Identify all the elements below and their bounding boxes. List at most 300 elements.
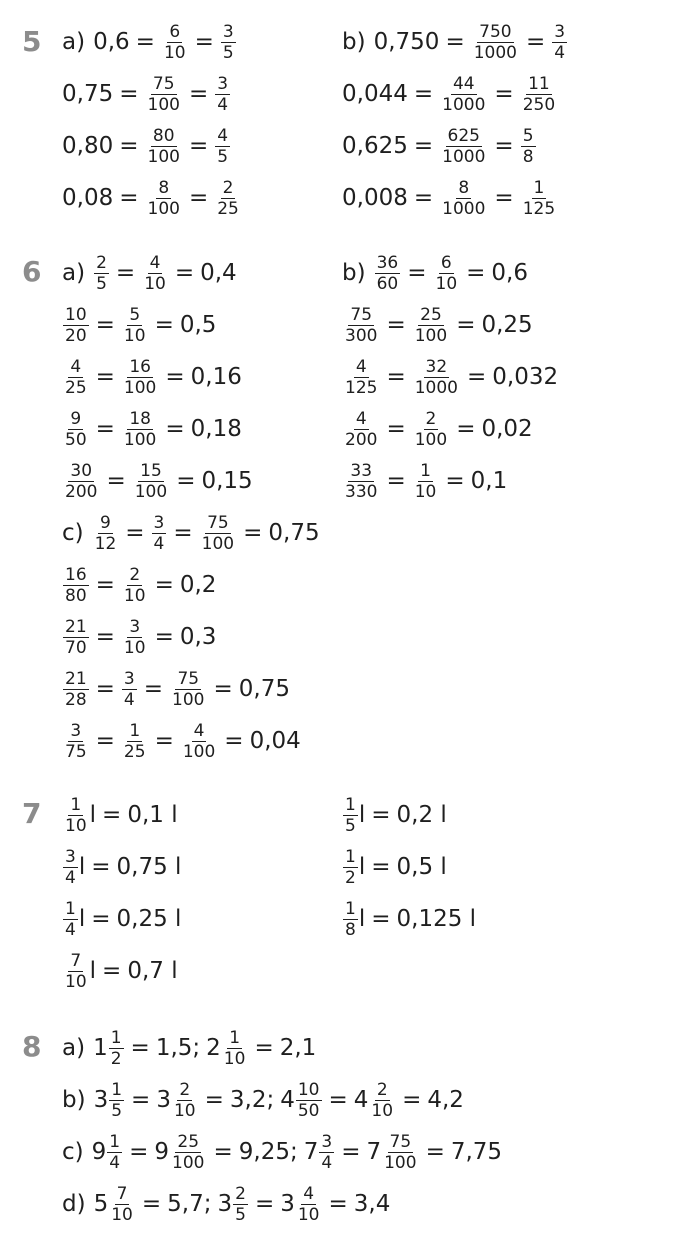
denominator: 80 — [65, 585, 87, 606]
equals-sign: = — [328, 1087, 348, 1113]
equals-sign: = — [154, 312, 174, 338]
denominator: 20 — [65, 325, 87, 346]
equals-sign: = — [371, 906, 391, 932]
equals-sign: = — [95, 416, 115, 442]
equals-sign: = — [386, 416, 406, 442]
fraction — [122, 306, 148, 345]
equals-sign: = — [95, 572, 115, 598]
fraction — [413, 410, 449, 449]
denominator: 8 — [345, 919, 356, 940]
equals-sign: = — [254, 1035, 274, 1061]
part-label: b) — [342, 29, 366, 55]
fraction — [94, 254, 109, 293]
denominator: 2 — [110, 1048, 122, 1069]
denominator: 4 — [217, 94, 229, 115]
fraction — [63, 900, 78, 939]
fraction — [552, 23, 567, 62]
equals-sign: = — [95, 676, 115, 702]
numerator: 1 — [109, 1131, 121, 1152]
denominator: 100 — [414, 325, 448, 346]
fraction — [215, 179, 241, 218]
equation-line — [342, 899, 476, 939]
equals-sign: = — [95, 364, 115, 390]
denominator: 100 — [147, 146, 180, 167]
equals-sign: = — [102, 802, 122, 828]
equals-sign: = — [141, 1191, 162, 1217]
numerator: 5 — [522, 125, 534, 146]
fraction — [107, 1133, 122, 1172]
equals-sign: = — [213, 676, 233, 702]
fraction — [170, 670, 206, 709]
denominator: 75 — [65, 741, 87, 762]
fraction — [440, 127, 487, 166]
numerator: 36 — [376, 252, 399, 273]
fraction — [521, 179, 557, 218]
fraction — [233, 1185, 248, 1224]
fraction — [109, 1185, 135, 1224]
equals-sign: = — [130, 1035, 150, 1061]
denominator: 100 — [172, 1152, 205, 1173]
fraction — [63, 566, 89, 605]
denominator: 5 — [345, 815, 356, 836]
value-text: 0,18 — [190, 416, 242, 442]
numerator: 6 — [169, 21, 181, 42]
equals-sign: = — [143, 676, 164, 702]
value-text: 3 — [217, 1191, 233, 1217]
denominator: 10 — [223, 1048, 246, 1069]
value-text: 3,2; — [229, 1087, 275, 1113]
value-text: 0,75 — [62, 81, 114, 107]
numerator: 25 — [420, 304, 442, 325]
equals-sign: = — [95, 728, 115, 754]
fraction — [146, 179, 182, 218]
equals-sign: = — [173, 520, 193, 546]
fraction — [434, 254, 460, 293]
fraction — [215, 127, 230, 166]
denominator: 10 — [144, 273, 166, 294]
fraction — [93, 514, 119, 553]
value-text: 0,2 l — [396, 802, 447, 828]
numerator: 10 — [297, 1079, 320, 1100]
value-text: 2,1 — [279, 1035, 317, 1061]
equation-line — [342, 795, 447, 835]
value-text: 9 — [154, 1139, 170, 1165]
equals-sign: = — [174, 260, 195, 286]
numerator: 2 — [129, 564, 141, 585]
equals-sign: = — [188, 185, 209, 211]
equation-line — [62, 1132, 502, 1172]
fraction — [122, 410, 158, 449]
denominator: 1000 — [442, 146, 486, 167]
fraction — [146, 75, 182, 114]
value-text: 3,4 — [353, 1191, 391, 1217]
denominator: 25 — [123, 741, 146, 762]
equals-sign: = — [95, 624, 115, 650]
equals-sign: = — [386, 364, 406, 390]
denominator: 100 — [384, 1152, 417, 1173]
equation-line — [62, 899, 181, 939]
denominator: 100 — [147, 198, 180, 219]
numerator: 1 — [110, 1027, 122, 1048]
fraction — [63, 670, 89, 709]
value-text: l — [358, 906, 366, 932]
equals-sign: = — [224, 728, 244, 754]
equation-line — [62, 22, 237, 62]
value-text: 0,044 — [342, 81, 408, 107]
denominator: 10 — [65, 815, 87, 836]
denominator: 4 — [153, 533, 165, 554]
numerator: 9 — [100, 512, 111, 533]
denominator: 100 — [147, 94, 180, 115]
fraction — [369, 1081, 395, 1120]
equals-sign: = — [95, 312, 115, 338]
equals-sign: = — [407, 260, 427, 286]
fraction — [146, 127, 182, 166]
numerator: 625 — [447, 125, 480, 146]
numerator: 2 — [96, 252, 107, 273]
denominator: 330 — [345, 481, 378, 502]
denominator: 5 — [235, 1204, 246, 1225]
denominator: 200 — [345, 429, 378, 450]
fraction — [122, 358, 158, 397]
denominator: 10 — [123, 585, 146, 606]
value-text: 0,80 — [62, 133, 114, 159]
equals-sign: = — [254, 1191, 275, 1217]
numerator: 1 — [420, 460, 431, 481]
numerator: 2 — [235, 1183, 246, 1204]
part-label: a) — [62, 1035, 86, 1061]
fraction — [63, 618, 89, 657]
equals-sign: = — [165, 416, 185, 442]
equals-sign: = — [131, 1087, 151, 1113]
denominator: 100 — [123, 377, 157, 398]
fraction — [521, 127, 536, 166]
equals-sign: = — [413, 133, 434, 159]
value-text: 0,125 l — [396, 906, 477, 932]
equals-sign: = — [341, 1139, 361, 1165]
equation-line — [62, 305, 216, 345]
equation-line — [342, 178, 558, 218]
denominator: 10 — [414, 481, 437, 502]
fraction — [343, 358, 379, 397]
fraction — [413, 306, 449, 345]
numerator: 3 — [554, 21, 566, 42]
equals-sign: = — [386, 312, 406, 338]
equation-line — [342, 461, 507, 501]
equals-sign: = — [525, 29, 546, 55]
denominator: 4 — [109, 1152, 121, 1173]
fraction — [133, 462, 169, 501]
numerator: 16 — [129, 356, 151, 377]
numerator: 44 — [452, 73, 475, 94]
numerator: 75 — [350, 304, 373, 325]
denominator: 70 — [65, 637, 87, 658]
fraction — [375, 254, 401, 293]
value-text: 0,15 — [201, 468, 253, 494]
value-text: 0,6 — [491, 260, 528, 286]
fraction — [382, 1133, 418, 1172]
equals-sign: = — [213, 1139, 233, 1165]
equals-sign: = — [125, 520, 145, 546]
value-text: 7 — [366, 1139, 382, 1165]
equals-sign: = — [456, 312, 476, 338]
numerator: 25 — [177, 1131, 200, 1152]
part-label: a) — [62, 29, 86, 55]
denominator: 100 — [201, 533, 235, 554]
fraction — [343, 900, 358, 939]
fraction — [181, 722, 217, 761]
numerator: 11 — [528, 73, 550, 94]
numerator: 4 — [149, 252, 161, 273]
numerator: 75 — [152, 73, 175, 94]
denominator: 250 — [522, 94, 556, 115]
numerator: 7 — [70, 950, 82, 971]
equation-line — [62, 461, 253, 501]
value-text: 0,25 l — [116, 906, 182, 932]
numerator: 33 — [350, 460, 373, 481]
numerator: 3 — [70, 720, 82, 741]
equals-sign: = — [119, 133, 139, 159]
value-text: 4 — [353, 1087, 369, 1113]
fraction — [343, 410, 379, 449]
equals-sign: = — [176, 468, 196, 494]
value-text: 3 — [93, 1087, 109, 1113]
fraction — [142, 254, 168, 293]
denominator: 125 — [345, 377, 378, 398]
equals-sign: = — [456, 416, 476, 442]
denominator: 125 — [522, 198, 556, 219]
numerator: 9 — [70, 408, 82, 429]
denominator: 25 — [217, 198, 239, 219]
equals-sign: = — [119, 81, 139, 107]
equals-sign: = — [165, 364, 185, 390]
equation-line — [62, 847, 181, 887]
fraction — [63, 848, 78, 887]
numerator: 3 — [65, 846, 76, 867]
equation-line — [62, 126, 231, 166]
equals-sign: = — [154, 572, 174, 598]
equation-line — [62, 1184, 390, 1224]
equation-line — [62, 951, 178, 991]
equation-line — [62, 253, 237, 293]
value-text: 0,04 — [249, 728, 301, 754]
denominator: 1000 — [414, 377, 458, 398]
denominator: 10 — [297, 1204, 320, 1225]
fraction — [440, 179, 487, 218]
fraction — [63, 410, 89, 449]
numerator: 2 — [376, 1079, 388, 1100]
denominator: 25 — [65, 377, 87, 398]
value-text: 7 — [303, 1139, 319, 1165]
equation-line — [62, 74, 231, 114]
denominator: 1000 — [473, 42, 517, 63]
fraction — [343, 306, 379, 345]
equals-sign: = — [135, 29, 155, 55]
numerator: 16 — [65, 564, 87, 585]
fraction — [343, 848, 358, 887]
denominator: 10 — [371, 1100, 394, 1121]
value-text: 0,750 — [373, 29, 440, 55]
numerator: 5 — [129, 304, 141, 325]
equals-sign: = — [413, 185, 434, 211]
value-text: 0,6 — [93, 29, 130, 55]
equation-line — [62, 617, 216, 657]
denominator: 5 — [96, 273, 107, 294]
fraction — [63, 462, 99, 501]
value-text: 2 — [206, 1035, 221, 1061]
equation-line — [62, 513, 320, 553]
exercise-number: 6 — [22, 255, 42, 288]
denominator: 100 — [414, 429, 448, 450]
numerator: 21 — [65, 616, 87, 637]
denominator: 4 — [554, 42, 566, 63]
equals-sign: = — [204, 1087, 224, 1113]
fraction — [162, 23, 188, 62]
equation-line — [62, 721, 301, 761]
fraction — [63, 796, 89, 835]
numerator: 3 — [217, 73, 229, 94]
denominator: 1000 — [442, 94, 486, 115]
equals-sign: = — [91, 854, 111, 880]
denominator: 100 — [134, 481, 168, 502]
denominator: 10 — [163, 42, 186, 63]
numerator: 3 — [129, 616, 141, 637]
numerator: 3 — [222, 21, 234, 42]
denominator: 4 — [321, 1152, 333, 1173]
numerator: 1 — [70, 794, 82, 815]
value-text: l — [89, 958, 97, 984]
value-text: 0,1 l — [127, 802, 178, 828]
equation-line — [342, 22, 568, 62]
fraction — [296, 1081, 322, 1120]
equation-line — [62, 357, 242, 397]
numerator: 750 — [479, 21, 512, 42]
fraction — [296, 1185, 322, 1224]
numerator: 1 — [229, 1027, 241, 1048]
value-text: 0,3 — [179, 624, 217, 650]
numerator: 1 — [345, 898, 356, 919]
numerator: 75 — [207, 512, 229, 533]
value-text: 9 — [91, 1139, 107, 1165]
equation-line — [342, 409, 533, 449]
numerator: 4 — [355, 408, 367, 429]
value-text: 0,008 — [342, 185, 408, 211]
numerator: 10 — [65, 304, 87, 325]
fraction — [319, 1133, 334, 1172]
fraction — [122, 618, 148, 657]
denominator: 50 — [65, 429, 87, 450]
equals-sign: = — [102, 958, 122, 984]
fraction — [343, 796, 358, 835]
value-text: 0,75 — [268, 520, 320, 546]
denominator: 100 — [123, 429, 157, 450]
denominator: 50 — [297, 1100, 320, 1121]
equals-sign: = — [494, 81, 514, 107]
numerator: 4 — [70, 356, 82, 377]
fraction — [109, 1029, 124, 1068]
value-text: 0,75 l — [116, 854, 182, 880]
exercise-number: 5 — [22, 25, 42, 58]
equals-sign: = — [445, 29, 465, 55]
numerator: 15 — [140, 460, 162, 481]
value-text: 5,7; — [167, 1191, 212, 1217]
value-text: 4 — [280, 1087, 295, 1113]
value-text: 1 — [93, 1035, 108, 1061]
value-text: 7,75 — [450, 1139, 503, 1165]
denominator: 4 — [123, 689, 135, 710]
value-text: l — [89, 802, 97, 828]
fraction — [472, 23, 519, 62]
denominator: 10 — [65, 971, 87, 992]
equals-sign: = — [115, 260, 136, 286]
value-text: 0,5 — [179, 312, 217, 338]
numerator: 8 — [458, 177, 470, 198]
denominator: 5 — [222, 42, 234, 63]
fraction — [215, 75, 230, 114]
denominator: 10 — [123, 325, 146, 346]
numerator: 8 — [158, 177, 170, 198]
numerator: 7 — [116, 1183, 128, 1204]
numerator: 1 — [111, 1079, 123, 1100]
fraction — [109, 1081, 124, 1120]
equals-sign: = — [494, 185, 514, 211]
fraction — [122, 722, 148, 761]
value-text: 0,5 l — [396, 854, 447, 880]
value-text: 0,032 — [492, 364, 559, 390]
equation-line — [62, 1080, 464, 1120]
value-text: 0,16 — [190, 364, 242, 390]
fraction — [413, 462, 439, 501]
value-text: 0,2 — [179, 572, 217, 598]
exercise-number: 8 — [22, 1030, 42, 1063]
value-text: 0,25 — [481, 312, 533, 338]
numerator: 18 — [129, 408, 151, 429]
value-text: 0,08 — [62, 185, 114, 211]
numerator: 75 — [389, 1131, 412, 1152]
denominator: 300 — [345, 325, 378, 346]
fraction — [200, 514, 236, 553]
numerator: 32 — [425, 356, 448, 377]
denominator: 10 — [123, 637, 146, 658]
equals-sign: = — [154, 728, 174, 754]
value-text: 1,5; — [155, 1035, 201, 1061]
equals-sign: = — [129, 1139, 149, 1165]
equation-line — [62, 795, 178, 835]
numerator: 1 — [65, 898, 76, 919]
equation-line — [62, 565, 216, 605]
equation-line — [62, 669, 290, 709]
equation-line — [62, 178, 242, 218]
fraction — [440, 75, 487, 114]
part-label: b) — [62, 1087, 86, 1113]
value-text: 3 — [280, 1191, 295, 1217]
numerator: 1 — [345, 846, 356, 867]
value-text: 0,02 — [481, 416, 533, 442]
equals-sign: = — [188, 133, 209, 159]
equals-sign: = — [119, 185, 139, 211]
numerator: 3 — [123, 668, 135, 689]
equals-sign: = — [371, 854, 391, 880]
numerator: 1 — [345, 794, 356, 815]
value-text: l — [78, 854, 86, 880]
numerator: 4 — [217, 125, 229, 146]
fraction — [63, 306, 89, 345]
denominator: 4 — [65, 919, 76, 940]
denominator: 8 — [522, 146, 534, 167]
fraction — [63, 952, 89, 991]
fraction — [343, 462, 379, 501]
exercise-number: 7 — [22, 797, 42, 830]
